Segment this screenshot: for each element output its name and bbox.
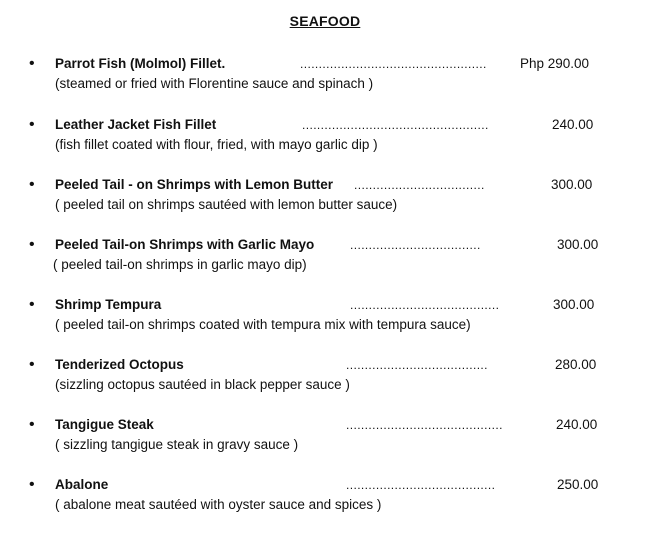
item-description: (fish fillet coated with flour, fried, with mayo garlic dip ): [55, 137, 378, 152]
item-description: ( peeled tail-on shrimps coated with tempura mix with tempura sauce): [55, 317, 471, 332]
menu-item: [0, 177, 650, 221]
item-description: ( peeled tail-on shrimps in garlic mayo dip): [53, 257, 307, 272]
item-dot-leader: ..................................................: [302, 118, 489, 132]
bullet-icon: •: [29, 296, 35, 313]
item-dot-leader: ..........................................: [346, 418, 503, 432]
item-dot-leader: ...................................: [354, 178, 485, 192]
item-description: ( abalone meat sautéed with oyster sauce and spices ): [55, 497, 382, 512]
section-title: SEAFOOD: [289, 13, 361, 29]
item-description: (sizzling octopus sautéed in black pepper sauce ): [55, 377, 350, 392]
menu-item: [0, 237, 650, 281]
item-dot-leader: ........................................: [346, 478, 496, 492]
menu-item: [0, 297, 650, 341]
menu-item: [0, 357, 650, 401]
bullet-icon: •: [29, 176, 35, 193]
menu-item: [0, 117, 650, 161]
item-price: 280.00: [555, 357, 597, 372]
item-name: Peeled Tail - on Shrimps with Lemon Butter: [55, 177, 334, 192]
item-name: Peeled Tail-on Shrimps with Garlic Mayo: [55, 237, 315, 252]
item-dot-leader: ...................................: [350, 238, 481, 252]
item-price: 300.00: [557, 237, 599, 252]
bullet-icon: •: [29, 116, 35, 133]
item-dot-leader: ..................................................: [300, 57, 487, 71]
item-name: Abalone: [55, 477, 109, 492]
item-price: 300.00: [553, 297, 595, 312]
item-name: Parrot Fish (Molmol) Fillet.: [55, 56, 226, 71]
item-price: 300.00: [551, 177, 593, 192]
item-name: Leather Jacket Fish Fillet: [55, 117, 217, 132]
item-price: Php 290.00: [520, 56, 590, 71]
item-description: ( sizzling tangigue steak in gravy sauce ): [55, 437, 299, 452]
bullet-icon: •: [29, 55, 35, 72]
item-price: 250.00: [557, 477, 599, 492]
bullet-icon: •: [29, 356, 35, 373]
item-description: ( peeled tail on shrimps sautéed with lemon butter sauce): [55, 197, 398, 212]
item-price: 240.00: [556, 417, 598, 432]
item-price: 240.00: [552, 117, 594, 132]
item-name: Shrimp Tempura: [55, 297, 162, 312]
bullet-icon: •: [29, 236, 35, 253]
item-name: Tenderized Octopus: [55, 357, 184, 372]
item-name: Tangigue Steak: [55, 417, 154, 432]
bullet-icon: •: [29, 476, 35, 493]
menu-item: [0, 477, 650, 521]
menu-item: [0, 56, 650, 100]
menu-item: [0, 417, 650, 461]
bullet-icon: •: [29, 416, 35, 433]
item-dot-leader: ......................................: [346, 358, 488, 372]
item-description: (steamed or fried with Florentine sauce and spinach ): [55, 76, 374, 91]
item-dot-leader: ........................................: [350, 298, 500, 312]
